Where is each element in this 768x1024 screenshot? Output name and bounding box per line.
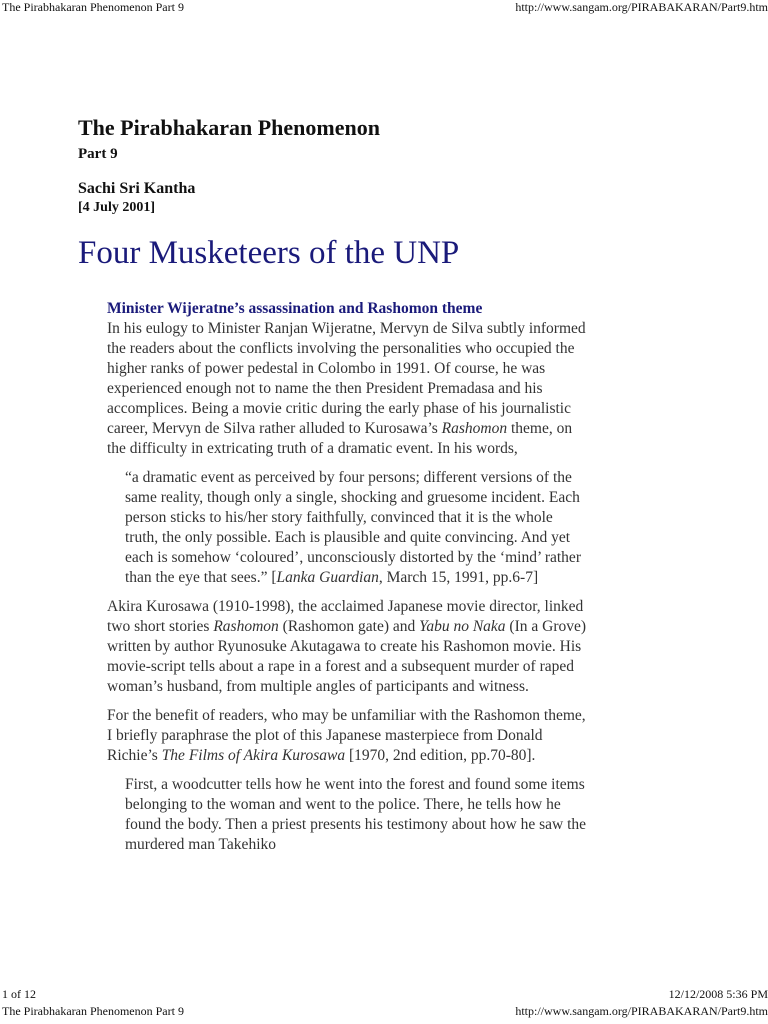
text: (Rashomon gate) and <box>278 618 420 635</box>
article-body <box>107 299 587 864</box>
page-header-title: The Pirabhakaran Phenomenon Part 9 <box>2 0 184 14</box>
section-subhead: Minister Wijeratne’s assassination and Rashomon theme <box>107 300 483 317</box>
paragraph-1 <box>107 319 587 459</box>
article-header <box>78 114 688 273</box>
text: For the benefit of readers, who may be unfamiliar with the Rashomon theme, I briefly paraphrase the plot of this Japanese masterpiece from Donald Richie’s <box>107 707 586 764</box>
text: In his eulogy to Minister Ranjan Wijeratne, Mervyn de Silva subtly informed the readers about the conflicts involving the personalities who occupied the higher ranks of power pedestal in Colombo in 1991. Of course, he was experienced enough not to name the then President Premadasa and his accomplices. Being a movie critic during the early phase of his journalistic career, Mervyn de Silva rather alluded to Kurosawa’s <box>107 320 586 437</box>
article-part: Part 9 <box>78 146 118 162</box>
text: theme, on the difficulty in extricating truth of a dramatic event. In his words, <box>107 420 573 457</box>
print-timestamp: 12/12/2008 5:36 PM <box>668 987 768 1001</box>
paragraph-3 <box>107 706 587 766</box>
article-author: Sachi Sri Kantha <box>78 180 196 197</box>
italic-text: Lanka Guardian <box>276 569 379 586</box>
text: “a dramatic event as perceived by four persons; different versions of the same reality, though only a single, shocking and gruesome incident. Each person sticks to his/her story faithfully, convinced that it is the whole truth, the only possible. Each is plausible and quite convincing. And yet each is somehow ‘coloured’, unconsciously distorted by the ‘mind’ rather than the eye that sees.” [ <box>125 469 581 586</box>
text: (In a Grove) written by author Ryunosuke Akutagawa to create his Rashomon movie. His movie-script tells about a rape in a forest and a subsequent murder of raped woman’s husband, from multiple angles of participants and witness. <box>107 618 587 695</box>
italic-text: Rashomon <box>441 420 508 437</box>
page-counter: 1 of 12 <box>2 987 36 1001</box>
italic-text: Yabu no Naka <box>419 618 506 635</box>
italic-text: The Films of Akira Kurosawa <box>161 747 346 764</box>
page-header-url[interactable]: http://www.sangam.org/PIRABAKARAN/Part9.htm <box>515 0 768 14</box>
article-title: The Pirabhakaran Phenomenon <box>78 115 380 140</box>
blockquote-1 <box>125 468 587 588</box>
text: [1970, 2nd edition, pp.70-80]. <box>345 747 536 764</box>
italic-text: Rashomon <box>213 618 279 635</box>
text: Akira Kurosawa (1910-1998), the acclaimed Japanese movie director, linked two short stories <box>107 598 584 635</box>
paragraph-2 <box>107 597 587 697</box>
article-date: [4 July 2001] <box>78 200 155 215</box>
blockquote-2: First, a woodcutter tells how he went into the forest and found some items belonging to the woman and went to the police. There, he tells how he found the body. Then a priest presents his testimony about how he saw the murdered man Takehiko <box>125 776 587 853</box>
text: , March 15, 1991, pp.6-7] <box>378 569 539 586</box>
next-page-header-title: The Pirabhakaran Phenomenon Part 9 <box>2 1004 184 1018</box>
next-page-header-url[interactable]: http://www.sangam.org/PIRABAKARAN/Part9.htm <box>515 1004 768 1018</box>
article-headline: Four Musketeers of the UNP <box>78 235 460 271</box>
